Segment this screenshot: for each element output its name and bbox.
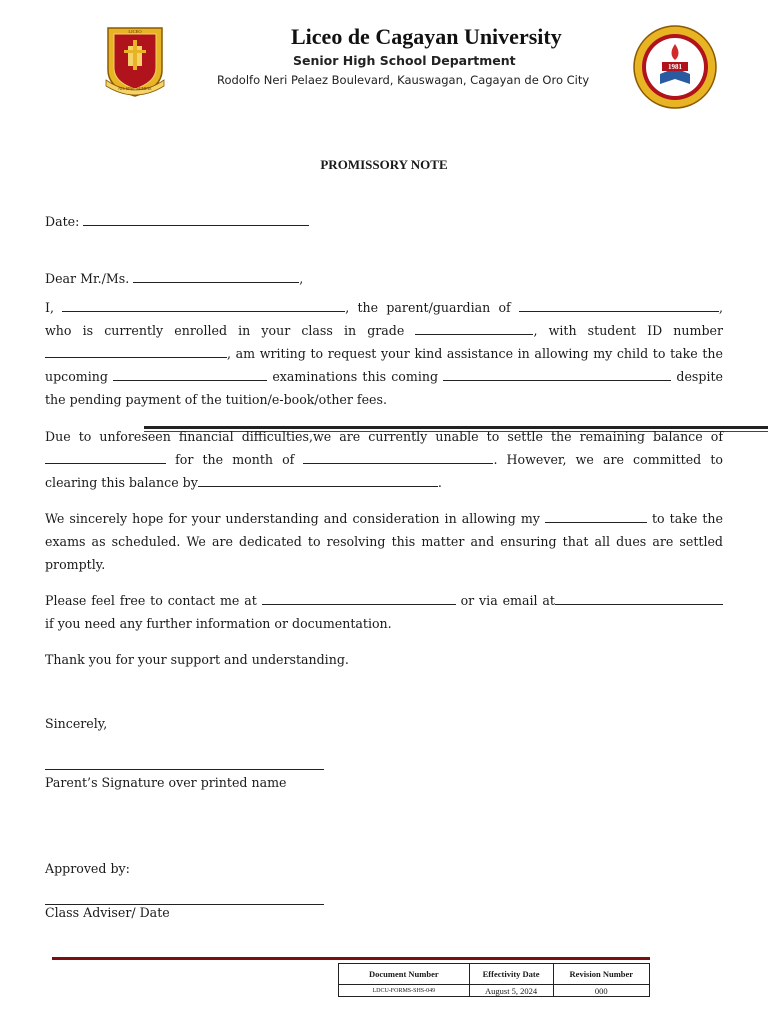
university-seal-logo — [104, 24, 166, 98]
date-blank[interactable] — [83, 214, 309, 226]
salutation-line — [45, 271, 303, 286]
date-line — [45, 214, 309, 229]
salutation-prefix: Dear Mr./Ms. — [45, 271, 130, 286]
svg-text:1981: 1981 — [668, 63, 682, 71]
parent-signature-line[interactable] — [45, 769, 324, 770]
revision-number-header: Revision Number — [553, 964, 649, 985]
document-info-value-row — [339, 985, 650, 997]
financial-paragraph: Due to unforeseen financial difficulties,we are currently unable to settle the remaining balance of for the month of . However, we are committed to clearing this balance by . — [45, 429, 723, 490]
grade-blank[interactable] — [415, 323, 533, 335]
parent-signature-label: Parent’s Signature over printed name — [45, 775, 287, 790]
adviser-label: Class Adviser/ Date — [45, 905, 170, 920]
revision-number-value: 000 — [553, 985, 649, 997]
document-number-value: LDCU-FORMS-SHS-049 — [339, 985, 470, 997]
email-blank[interactable] — [555, 593, 723, 605]
department-name: Senior High School Department — [293, 53, 516, 68]
student-id-blank[interactable] — [45, 346, 227, 358]
exam-date-blank[interactable] — [443, 369, 671, 381]
date-label: Date: — [45, 214, 80, 229]
approved-by-label: Approved by: — [45, 861, 130, 876]
recipient-name-blank[interactable] — [133, 271, 299, 283]
parent-name-blank[interactable] — [62, 300, 345, 312]
child-blank[interactable] — [545, 511, 647, 523]
request-paragraph: I, , the parent/guardian of , who is currently enrolled in your class in grade , with student ID number , am writing to request your kind assistance in allowing my child to take the upcoming examinations this coming despite the pending payment of the tuition/e-book/other fees. — [45, 300, 723, 407]
thanks-line: Thank you for your support and understanding. — [45, 652, 349, 667]
svg-text:NIL SINE NUMINE: NIL SINE NUMINE — [118, 86, 152, 91]
balance-amount-blank[interactable] — [45, 452, 166, 464]
salutation-suffix: , — [299, 271, 304, 286]
footer-rule — [52, 957, 650, 960]
svg-text:LICEO: LICEO — [128, 29, 142, 34]
document-info-table — [338, 963, 650, 997]
clearing-date-blank[interactable] — [198, 475, 438, 487]
effectivity-date-value: August 5, 2024 — [469, 985, 553, 997]
contact-number-blank[interactable] — [262, 593, 456, 605]
basic-education-seal-logo — [632, 24, 718, 110]
document-info-header-row — [339, 964, 650, 985]
document-number-header: Document Number — [339, 964, 470, 985]
effectivity-date-header: Effectivity Date — [469, 964, 553, 985]
understanding-paragraph: We sincerely hope for your understanding and consideration in allowing my to take the exams as scheduled. We are dedicated to resolving this matter and ensuring that all dues are settled promptly. — [45, 511, 723, 572]
university-address: Rodolfo Neri Pelaez Boulevard, Kauswagan, Cagayan de Oro City — [217, 73, 590, 87]
child-name-blank[interactable] — [519, 300, 719, 312]
closing-line: Sincerely, — [45, 716, 108, 731]
university-name: Liceo de Cagayan University — [291, 24, 562, 49]
month-blank[interactable] — [303, 452, 493, 464]
document-title: PROMISSORY NOTE — [320, 157, 448, 172]
contact-paragraph: Please feel free to contact me at or via email at if you need any further information or documentation. — [45, 589, 723, 635]
exam-name-blank[interactable] — [113, 369, 267, 381]
